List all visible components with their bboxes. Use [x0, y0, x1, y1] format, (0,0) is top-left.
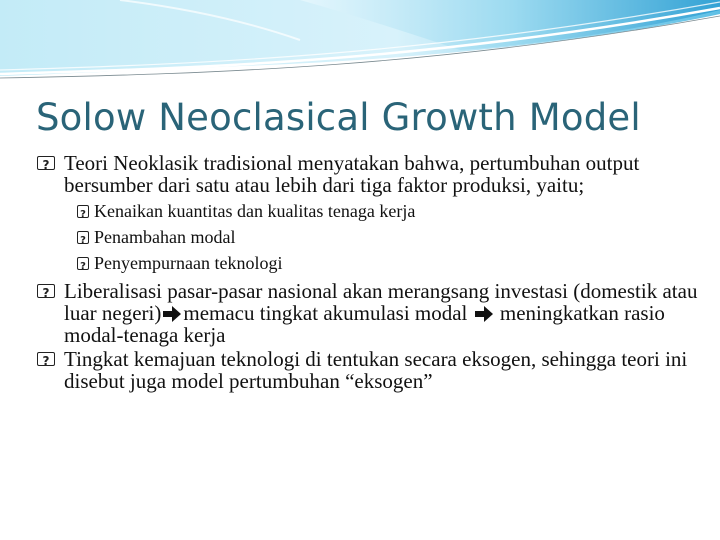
missing-glyph-icon — [74, 203, 92, 220]
right-arrow-icon — [162, 305, 182, 323]
header-banner — [0, 0, 720, 90]
missing-glyph-icon — [74, 255, 92, 272]
wave-decoration — [0, 0, 720, 90]
bullet-text: Kenaikan kuantitas dan kualitas tenaga kerja — [94, 201, 416, 221]
bullet-item — [32, 152, 702, 196]
bullet-text: Teori Neoklasik tradisional menyatakan bahwa, pertumbuhan output bersumber dari satu atau lebih dari tiga faktor produksi, yaitu; — [64, 151, 640, 197]
bullet-text: memacu tingkat akumulasi modal — [183, 301, 473, 325]
bullet-list — [32, 152, 702, 394]
bullet-text: Liberalisasi pasar-pasar nasional akan merangsang investasi (domestik atau luar negeri) — [64, 279, 698, 325]
sub-bullet-item — [32, 253, 702, 274]
bullet-text: Tingkat kemajuan teknologi di tentukan secara eksogen, sehingga teori ini disebut juga model pertumbuhan “eksogen” — [64, 347, 688, 393]
sub-bullet-item — [32, 227, 702, 248]
missing-glyph-icon — [74, 229, 92, 246]
missing-glyph-icon — [32, 153, 60, 173]
slide-title: Solow Neoclasical Growth Model — [36, 96, 641, 139]
missing-glyph-icon — [32, 281, 60, 301]
sub-bullet-item — [32, 201, 702, 222]
right-arrow-icon — [474, 305, 494, 323]
bullet-text: meningkatkan rasio modal-tenaga kerja — [64, 301, 665, 347]
bullet-item — [32, 348, 702, 392]
bullet-item — [32, 280, 702, 346]
bullet-text: Penambahan modal — [94, 227, 236, 247]
bullet-text: Penyempurnaan teknologi — [94, 253, 283, 273]
missing-glyph-icon — [32, 349, 60, 369]
